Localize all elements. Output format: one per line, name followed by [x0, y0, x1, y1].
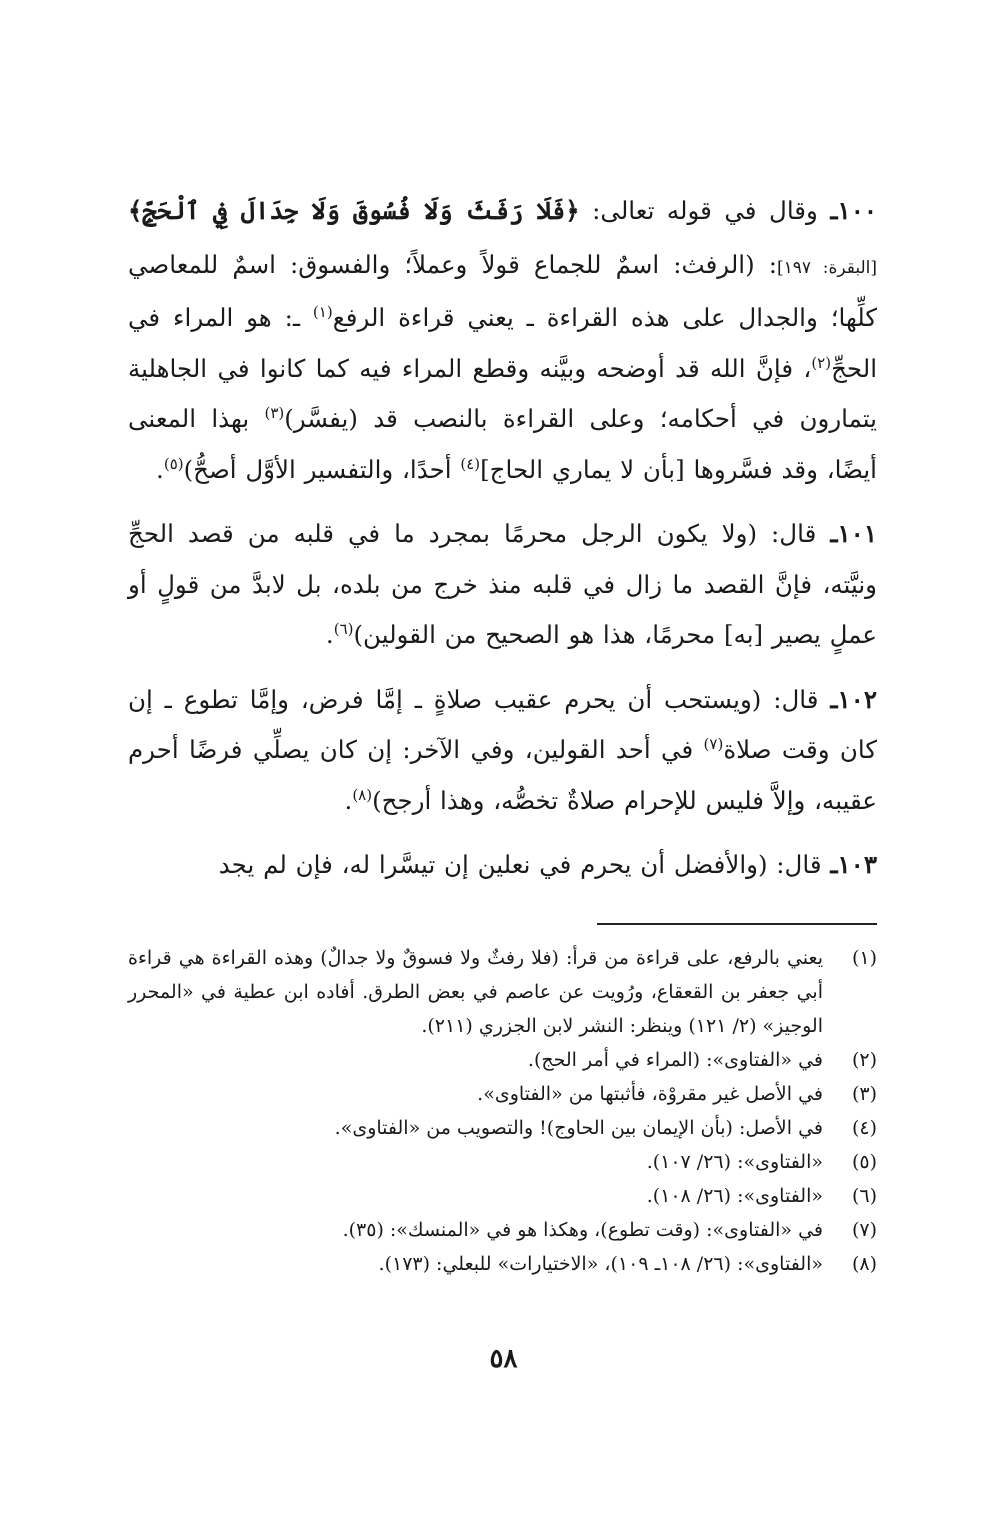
paragraph-102 [128, 675, 877, 827]
footnote-item [128, 1043, 877, 1077]
paragraph-text: : (الرفث: اسمٌ للجماع قولاً وعملاً؛ والفسوق: اسمٌ للمعاصي كلِّها؛ والجدال على هذه القراءة ـ يعني قراءة الرفع [128, 249, 878, 332]
paragraph-text: ، فإنَّ الله قد أوضحه وبيَّنه وقطع المراء فيه كما كانوا في الجاهلية يتمارون في أحكامه؛ وعلى القراءة بالنصب قد (يفسَّر) [128, 353, 877, 433]
footnote-marker: (٧) [703, 734, 724, 753]
footnote-item [128, 1111, 877, 1145]
footnote-number: (٨) [851, 1252, 877, 1275]
paragraph-text: في أحد القولين، وفي الآخر: إن كان يصلِّي فرضًا أحرم عقيبه، وإلاَّ فليس للإحرام صلاةٌ تخصُّه، وهذا أرجح) [128, 735, 877, 815]
paragraph-text: قال: (والأفضل أن يحرم في نعلين إن تيسَّرا له، فإن لم يجد [218, 850, 831, 879]
footnote-marker: (٨) [352, 785, 373, 804]
footnote-text: في الأصل غير مقروْة، فأثبتها من «الفتاوى». [477, 1082, 823, 1105]
footnote-marker: (١) [312, 302, 333, 321]
footnotes [128, 941, 877, 1281]
paragraph-number: ١٠١ـ [830, 519, 877, 548]
footnote-text: «الفتاوى»: (٢٦/ ١٠٨ـ ١٠٩)، «الاختيارات» للبعلي: (١٧٣). [378, 1252, 823, 1275]
footnote-number: (٦) [851, 1184, 877, 1207]
footnote-item [128, 1145, 877, 1179]
paragraph-text: بهذا المعنى أيضًا، وقد فسَّروها [بأن لا يماري الحاج] [128, 404, 877, 484]
footnote-item [128, 1247, 877, 1281]
paragraph-text: ـ: هو المراء في الحجِّ [128, 303, 877, 383]
paragraph-number: ١٠٠ـ [830, 196, 878, 225]
footnote-number: (٢) [851, 1048, 877, 1071]
paragraph-103 [128, 840, 877, 891]
paragraph-text: . [325, 620, 334, 649]
footnote-marker: (٣) [264, 403, 285, 422]
footnote-text: في الأصل: (بأن الإيمان بين الحاوج)! والتصويب من «الفتاوى». [334, 1116, 823, 1139]
footnote-item [128, 1213, 877, 1247]
footnote-text: «الفتاوى»: (٢٦/ ١٠٨). [646, 1184, 823, 1207]
paragraph-text: قال: (ولا يكون الرجل محرمًا بمجرد ما في قلبه من قصد الحجِّ ونيَّته، فإنَّ القصد ما زال في قلبه منذ خرج من بلده، بل لابدَّ من قولٍ أو عملٍ يصير [به] محرمًا، هذا هو الصحيح من القولين) [128, 519, 877, 649]
paragraph-number: ١٠٢ـ [830, 684, 877, 714]
paragraph-text: وقال في قوله تعالى: [579, 196, 831, 225]
paragraph-text: . [156, 454, 164, 484]
footnote-marker: (٥) [163, 454, 184, 473]
page-number: ٥٨ [489, 1344, 518, 1374]
footnote-item [128, 941, 877, 1043]
footnote-text: في «الفتاوى»: (المراء في أمر الحج). [527, 1048, 823, 1071]
footnote-item [128, 1179, 877, 1213]
footnote-number: (٥) [851, 1150, 877, 1173]
footnote-number: (١) [851, 946, 877, 969]
quran-verse: ﴿فَلَا رَفَثَ وَلَا فُسُوقَ وَلَا جِدَالَ فِي ٱلْحَجِّ﴾ [128, 196, 580, 225]
footnote-marker: (٢) [811, 353, 832, 372]
paragraph-text: قال: (ويستحب أن يحرم عقيب صلاةٍ ـ إمَّا فرض، وإمَّا تطوع ـ إن كان وقت صلاة [128, 684, 877, 764]
footnote-item [128, 1077, 877, 1111]
footnote-marker: (٦) [333, 619, 354, 638]
paragraph-100 [128, 186, 877, 495]
footnote-number: (٣) [851, 1082, 877, 1105]
paragraph-number: ١٠٣ـ [830, 850, 877, 879]
verse-reference: [البقرة: ١٩٧] [776, 257, 877, 278]
footnote-text: في «الفتاوى»: (وقت تطوع)، وهكذا هو في «المنسك»: (٣٥). [342, 1218, 823, 1241]
paragraph-text: أحدًا، والتفسير الأوَّل أصحُّ) [183, 454, 461, 484]
footnote-text: «الفتاوى»: (٢٦/ ١٠٧). [646, 1150, 823, 1173]
footnote-number: (٤) [851, 1116, 877, 1139]
footnote-number: (٧) [851, 1218, 877, 1241]
paragraph-text: . [344, 785, 353, 815]
footnote-separator [597, 923, 877, 925]
footnote-text: يعني بالرفع، على قراءة من قرأ: (فلا رفثٌ ولا فسوقٌ ولا جدالٌ) وهذه القراءة هي قراءة أبي جعفر بن القعقاع، ورُويت عن عاصم في بعض الطرق. أفاده ابن عطية في «المحرر الوجيز» (٢/ ١٢١) وينظر: النشر لابن الجزري (٢١١). [128, 946, 823, 1037]
paragraph-101 [128, 509, 877, 661]
footnote-marker: (٤) [460, 454, 481, 473]
